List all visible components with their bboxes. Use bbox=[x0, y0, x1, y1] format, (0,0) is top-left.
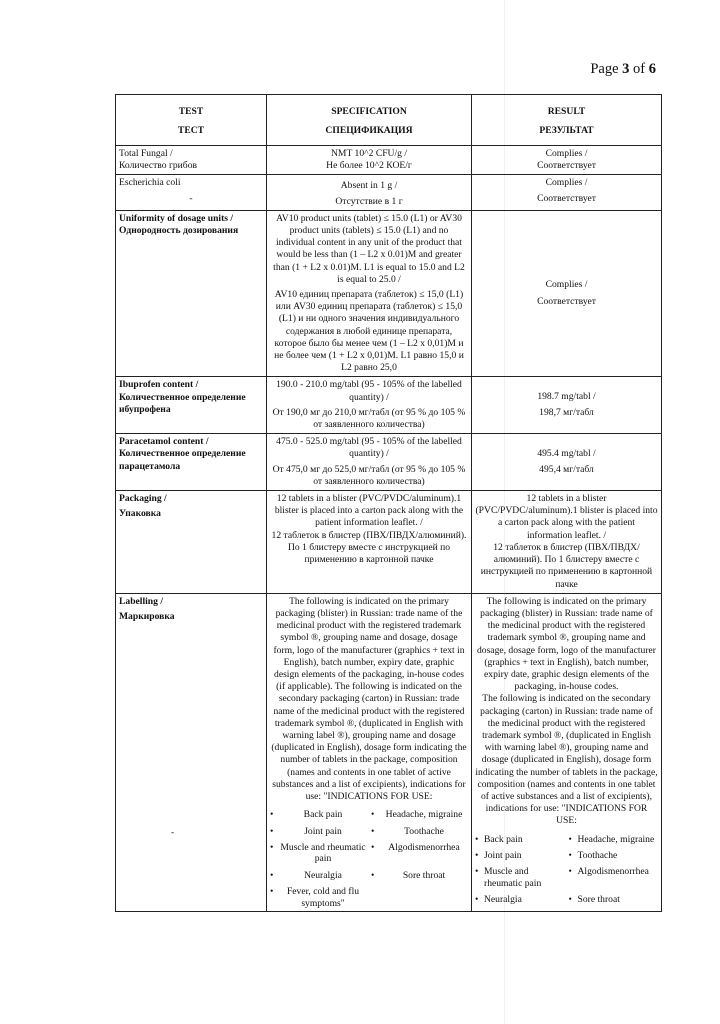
list-item: • Algodismenorrhea bbox=[569, 866, 659, 889]
row-escherichia-coli bbox=[116, 175, 662, 210]
packaging-test-cell bbox=[116, 491, 267, 594]
packaging-result-en: 12 tablets in a blister (PVC/PVDC/aluminum).1 blister is placed into a carton pack along with the patient information leaflet. / bbox=[475, 493, 658, 541]
labelling-result-cell bbox=[472, 593, 662, 911]
uniformity-spec-ru: AV10 единиц препарата (таблеток) ≤ 15,0 (L1) или AV30 единиц препарата (таблеток) ≤ 15,0 (L1) и ни одного значения индивидуального содержания в любой единице препарата, которое было бы менее чем (1 – L2 x 0,01)M и не более чем (1 + L2 x 0,01)M. L1 равно 15,0 и L2 равно 25,0 bbox=[274, 289, 464, 374]
header-spec-ru: СПЕЦИФИКАЦИЯ bbox=[325, 125, 413, 136]
ibuprofen-spec-en: 190.0 - 210.0 mg/tabl (95 - 105% of the labelled quantity) / bbox=[276, 379, 462, 403]
fungal-result-cell bbox=[472, 146, 662, 175]
packaging-spec-cell bbox=[267, 491, 472, 594]
fungal-spec-cell bbox=[267, 146, 472, 175]
paracetamol-result-ru: 495,4 мг/табл bbox=[539, 464, 594, 476]
fungal-spec-ru: Не более 10^2 КОЕ/г bbox=[326, 160, 412, 172]
table-header-row bbox=[116, 95, 662, 146]
ecoli-result-en: Complies / bbox=[545, 177, 588, 189]
paracetamol-spec-en: 475.0 - 525.0 mg/tabl (95 - 105% of the labelled quantity) / bbox=[276, 436, 462, 460]
ecoli-test-cell bbox=[116, 175, 267, 210]
labelling-test-cell bbox=[116, 593, 267, 911]
uniformity-spec-cell bbox=[267, 210, 472, 377]
uniformity-test-ru: Однородность дозирования bbox=[119, 225, 239, 237]
page-current: 3 bbox=[622, 61, 630, 77]
fungal-spec-en: NMT 10^2 CFU/g / bbox=[330, 148, 408, 159]
specification-table bbox=[115, 94, 662, 912]
labelling-spec-bullets bbox=[270, 809, 468, 909]
ibuprofen-spec-cell bbox=[267, 377, 472, 434]
header-test-en: TEST bbox=[178, 106, 204, 117]
fungal-result-en: Complies / bbox=[545, 148, 588, 159]
packaging-result-ru: 12 таблеток в блистер (ПВХ/ПВДХ/алюминий). По 1 блистеру вместе с инструкцией по применению в картонной пачке bbox=[480, 541, 653, 590]
ecoli-result-cell bbox=[472, 175, 662, 210]
row-total-fungal bbox=[116, 146, 662, 175]
header-test-ru: ТЕСТ bbox=[177, 125, 205, 136]
list-item: • Fever, cold and flu symptoms" bbox=[270, 886, 367, 909]
ibuprofen-result-cell bbox=[472, 377, 662, 434]
paracetamol-result-cell bbox=[472, 434, 662, 491]
fungal-test-en: Total Fungal / bbox=[119, 148, 173, 159]
list-item: • Back pain bbox=[475, 834, 565, 845]
uniformity-result-ru: Соответствует bbox=[537, 295, 596, 307]
ecoli-spec-ru: Отсутствие в 1 г bbox=[335, 195, 403, 207]
uniformity-result-cell bbox=[472, 210, 662, 377]
row-labelling bbox=[116, 593, 662, 911]
ibuprofen-result-ru: 198,7 мг/табл bbox=[539, 407, 594, 419]
labelling-test-ru: Маркировка bbox=[119, 610, 175, 622]
header-spec bbox=[267, 95, 472, 146]
paracetamol-test-en: Paracetamol content / bbox=[119, 436, 209, 448]
paracetamol-spec-ru: От 475,0 мг до 525,0 мг/табл (от 95 % до 105 % от заявленного количества) bbox=[272, 463, 466, 487]
page-prefix: Page bbox=[590, 61, 619, 77]
list-item: • Muscle and rheumatic pain bbox=[270, 842, 367, 865]
list-item: • Neuralgia bbox=[270, 870, 367, 881]
list-item: • Joint pain bbox=[270, 826, 367, 837]
list-item: • Algodismenorrhea bbox=[371, 842, 468, 865]
paracetamol-spec-cell bbox=[267, 434, 472, 491]
row-ibuprofen bbox=[116, 377, 662, 434]
header-result-en: RESULT bbox=[547, 106, 586, 117]
uniformity-result-en: Complies / bbox=[545, 279, 588, 291]
packaging-test-ru: Упаковка bbox=[119, 508, 161, 520]
list-item: • Sore throat bbox=[569, 894, 659, 905]
header-test bbox=[116, 95, 267, 146]
uniformity-test-en: Uniformity of dosage units / bbox=[119, 212, 234, 224]
page-sep: of bbox=[633, 61, 646, 77]
list-item: • Toothache bbox=[371, 826, 468, 837]
ecoli-test-dash: - bbox=[189, 192, 193, 204]
labelling-test-dash: - bbox=[171, 827, 175, 839]
list-item: • Muscle and rheumatic pain bbox=[475, 866, 565, 889]
labelling-spec-text: The following is indicated on the primary packaging (blister) in Russian: trade name of the medicinal product with the registered trademark symbol ®, grouping name and dosage, dosage form, logo of the manufacturer (graphics + text in English), batch number, expiry date, graphic design elements of the packaging, in-house codes (if applicable). The following is indicated on the secondary packaging (carton) in Russian: trade name of the medicinal product with the registered trademark symbol ®, (duplicated in English with warning label ®), grouping name and dosage (duplicated in English), dosage form indicating the number of tablets in the package, composition (names and contents in one tablet of active substances and a list of excipients), indications for use: "INDICATIONS FOR USE: bbox=[271, 595, 467, 802]
ibuprofen-result-en: 198.7 mg/tabl / bbox=[537, 391, 596, 403]
ibuprofen-test-cell bbox=[116, 377, 267, 434]
page-total: 6 bbox=[648, 61, 656, 77]
fungal-test-ru: Количество грибов bbox=[119, 160, 198, 172]
ecoli-spec-cell bbox=[267, 175, 472, 210]
paracetamol-test-ru: Количественное определение парацетамола bbox=[119, 448, 246, 472]
list-item: • Headache, migraine bbox=[569, 834, 659, 845]
fungal-result-ru: Соответствует bbox=[537, 160, 596, 172]
ecoli-result-ru: Соответствует bbox=[537, 192, 596, 204]
paracetamol-test-cell bbox=[116, 434, 267, 491]
ibuprofen-test-en: Ibuprofen content / bbox=[119, 379, 199, 391]
packaging-test-en: Packaging / bbox=[119, 493, 167, 505]
ibuprofen-test-ru: Количественное определение ибупрофена bbox=[119, 391, 246, 415]
row-paracetamol bbox=[116, 434, 662, 491]
ecoli-test-en: Escherichia coli bbox=[119, 177, 181, 189]
row-packaging bbox=[116, 491, 662, 594]
row-uniformity bbox=[116, 210, 662, 377]
list-item: • Joint pain bbox=[475, 850, 565, 861]
labelling-result-bullets bbox=[475, 834, 658, 906]
page-number bbox=[590, 61, 656, 78]
packaging-spec-en: 12 tablets in a blister (PVC/PVDC/aluminum).1 blister is placed into a carton pack along with the patient information leaflet. / bbox=[274, 493, 464, 529]
labelling-result-text-primary: The following is indicated on the primary packaging (blister) in Russian: trade name of the medicinal product with the registered trademark symbol ®, grouping name and dosage, dosage form, logo of the manufacturer (graphics + text in English), batch number, expiry date, graphic design elements of the packaging, in-house codes. bbox=[476, 595, 657, 693]
fungal-test-cell bbox=[116, 146, 267, 175]
paracetamol-result-en: 495.4 mg/tabl / bbox=[537, 447, 596, 459]
packaging-result-cell bbox=[472, 491, 662, 594]
header-spec-en: SPECIFICATION bbox=[331, 106, 407, 117]
labelling-test-en: Labelling / bbox=[119, 595, 163, 607]
labelling-result-text-secondary: The following is indicated on the secondary packaging (carton) in Russian: trade name of the medicinal product with the registered trademark symbol ®, (duplicated in English with warning label ®), grouping name and dosage (duplicated in English), dosage form indicating the number of tablets in the package, composition (names and contents in one tablet of active substances and a list of excipients), indications for use: "INDICATIONS FOR USE: bbox=[475, 693, 658, 827]
header-result bbox=[472, 95, 662, 146]
header-result-ru: РЕЗУЛЬТАТ bbox=[539, 125, 594, 136]
uniformity-test-cell bbox=[116, 210, 267, 377]
labelling-spec-cell bbox=[267, 593, 472, 911]
list-item: • Toothache bbox=[569, 850, 659, 861]
list-item: • Sore throat bbox=[371, 870, 468, 881]
list-item: • Headache, migraine bbox=[371, 809, 468, 820]
list-item: • Neuralgia bbox=[475, 894, 565, 905]
ibuprofen-spec-ru: От 190,0 мг до 210,0 мг/табл (от 95 % до 105 % от заявленного количества) bbox=[272, 406, 466, 431]
list-item: • Back pain bbox=[270, 809, 367, 820]
packaging-spec-ru: 12 таблеток в блистер (ПВХ/ПВДХ/алюминий). По 1 блистеру вместе с инструкцией по применению в картонной пачке bbox=[271, 529, 467, 566]
uniformity-spec-en: AV10 product units (tablet) ≤ 15.0 (L1) or AV30 product units (tablets) ≤ 15.0 (L1) and no individual content in any unit of the product that would be less than (1 – L2 x 0.01)M and greater than (1 + L2 x 0.01)M. L1 is equal to 15.0 and L2 is equal to 25.0 / bbox=[273, 212, 465, 285]
ecoli-spec-en: Absent in 1 g / bbox=[340, 180, 398, 192]
